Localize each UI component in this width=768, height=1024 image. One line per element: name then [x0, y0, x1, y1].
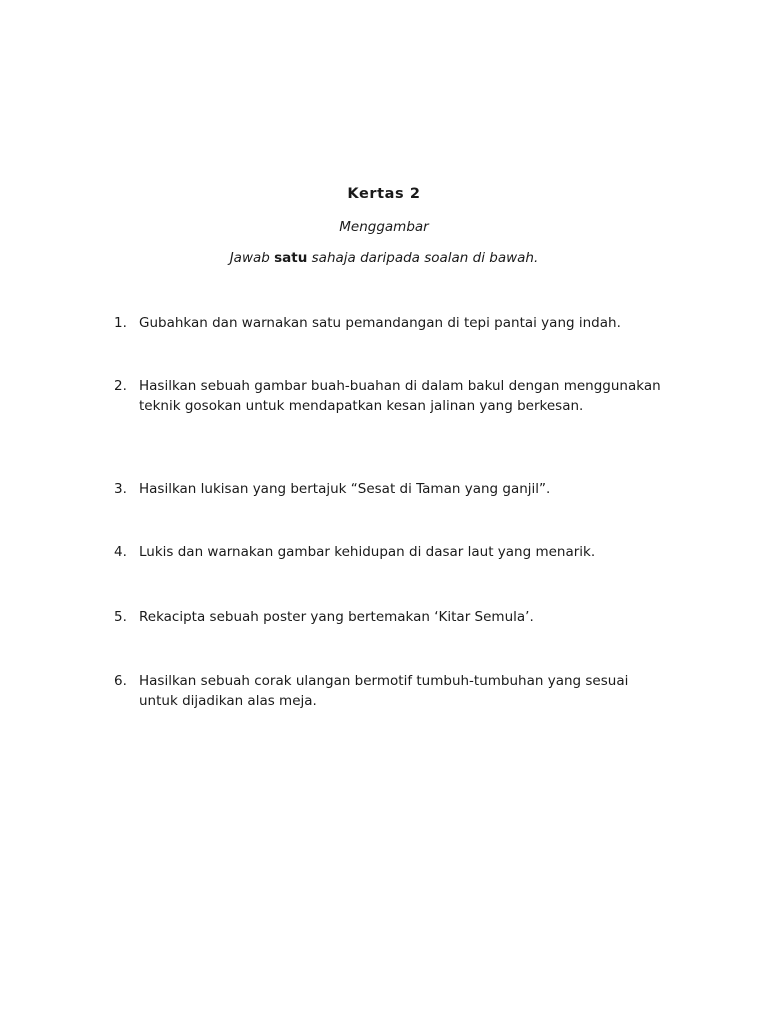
instruction-emphasis: satu [274, 250, 308, 266]
question-number: 3. [114, 481, 127, 497]
question-text: Hasilkan sebuah gambar buah-buahan di dalam bakul dengan menggunakan teknik gosokan untuk mendapatkan kesan jalinan yang berkesan. [139, 378, 661, 414]
question-text: Rekacipta sebuah poster yang bertemakan ‘Kitar Semula’. [139, 609, 534, 625]
question-number: 2. [114, 378, 127, 394]
question-number: 1. [114, 315, 127, 331]
question-text: Hasilkan lukisan yang bertajuk “Sesat di Taman yang ganjil”. [139, 481, 551, 497]
question-text: Hasilkan sebuah corak ulangan bermotif tumbuh-tumbuhan yang sesuai untuk dijadikan alas meja. [139, 673, 629, 709]
page-subtitle: Menggambar [339, 219, 429, 235]
question-number: 4. [114, 544, 127, 560]
instruction-pre: Jawab [229, 250, 275, 266]
instruction-text [0, 250, 768, 266]
question-number: 6. [114, 673, 127, 689]
question-text: Gubahkan dan warnakan satu pemandangan di tepi pantai yang indah. [139, 315, 621, 331]
question-number: 5. [114, 609, 127, 625]
instruction-post: sahaja daripada soalan di bawah. [307, 250, 539, 266]
page-title: Kertas 2 [347, 186, 421, 202]
question-text: Lukis dan warnakan gambar kehidupan di dasar laut yang menarik. [139, 544, 596, 560]
